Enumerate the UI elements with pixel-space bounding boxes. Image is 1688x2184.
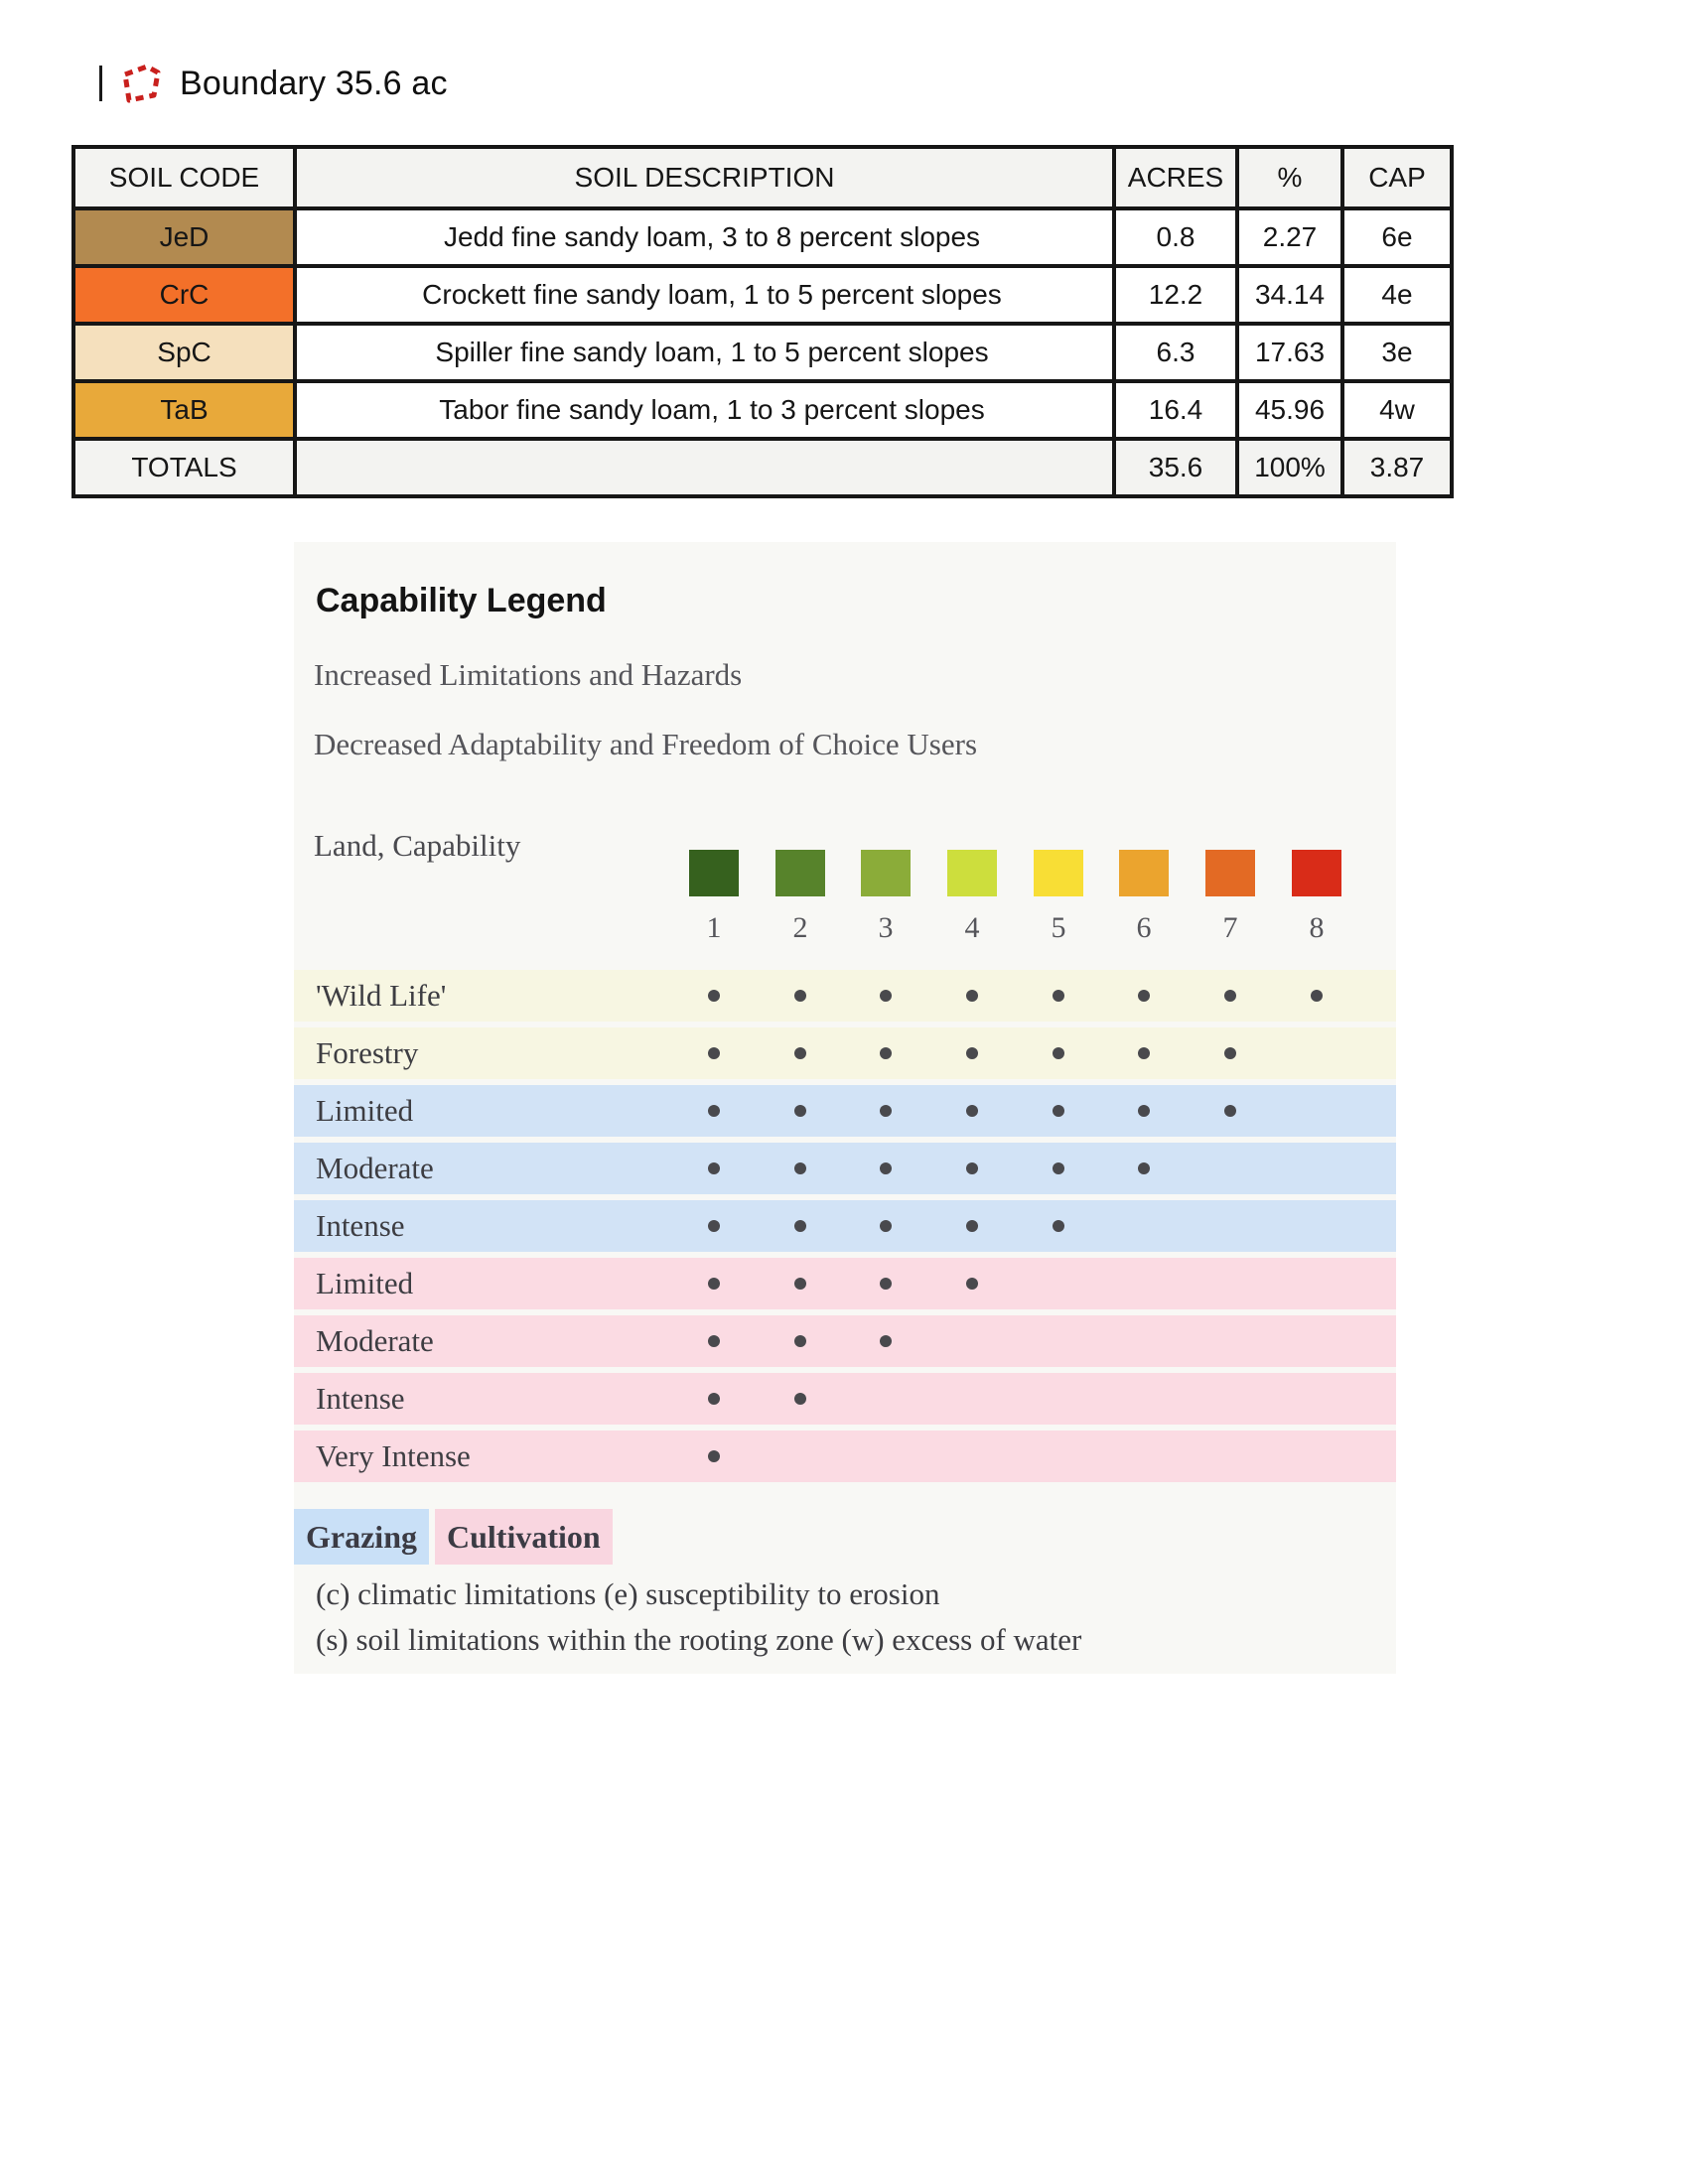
capability-dot [794,1162,806,1174]
legend-row-label: Intense [316,1208,405,1243]
legend-row [294,1143,1396,1194]
capability-dot [880,1278,892,1290]
legend-row [294,970,1396,1022]
capability-class-swatch [775,850,825,896]
capability-dot [1138,1105,1150,1117]
legend-row-label: Forestry [316,1035,419,1070]
soil-description-cell [295,439,1114,496]
capability-dot [708,1162,720,1174]
legend-keys [294,1509,613,1565]
acres-cell: 0.8 [1114,208,1237,266]
acres-total-cell: 35.6 [1114,439,1237,496]
footnote-climatic-erosion: (c) climatic limitations (e) susceptibility to erosion [316,1576,940,1611]
soil-code-cell: JeD [73,208,295,266]
capability-class-number: 3 [878,911,894,944]
legend-row [294,1200,1396,1252]
capability-class-number: 1 [706,911,722,944]
capability-class-number: 8 [1309,911,1325,944]
soil-description-cell: Tabor fine sandy loam, 1 to 3 percent slopes [295,381,1114,439]
acres-cell: 12.2 [1114,266,1237,324]
capability-dot [708,1105,720,1117]
header-divider [99,66,102,101]
capability-dot [880,1162,892,1174]
legend-row [294,1027,1396,1079]
legend-row-label: Intense [316,1381,405,1416]
table-row [73,381,1452,439]
legend-row-label: Moderate [316,1151,434,1185]
col-header-percent: % [1237,147,1342,208]
capability-dot [1224,1047,1236,1059]
col-header-acres: ACRES [1114,147,1237,208]
table-row [73,266,1452,324]
capability-class-number: 5 [1051,911,1066,944]
cap-cell: 4e [1342,266,1452,324]
percent-cell: 17.63 [1237,324,1342,381]
capability-dot [1138,990,1150,1002]
legend-title: Capability Legend [316,582,607,619]
capability-dot [794,1047,806,1059]
totals-label-cell: TOTALS [73,439,295,496]
capability-dot [966,1047,978,1059]
capability-dot [794,1220,806,1232]
capability-dot [1053,1220,1064,1232]
soil-code-cell: SpC [73,324,295,381]
soil-code-cell: CrC [73,266,295,324]
capability-dot [880,990,892,1002]
soil-table [71,145,1454,498]
legend-row-label: 'Wild Life' [316,978,447,1013]
capability-dot [708,1047,720,1059]
soil-description-cell: Spiller fine sandy loam, 1 to 5 percent slopes [295,324,1114,381]
capability-class-swatch [861,850,911,896]
cap-cell: 3e [1342,324,1452,381]
acres-cell: 16.4 [1114,381,1237,439]
legend-row [294,1258,1396,1309]
totals-row [73,439,1452,496]
capability-dot [880,1105,892,1117]
table-row [73,208,1452,266]
capability-class-swatch [947,850,997,896]
percent-cell: 34.14 [1237,266,1342,324]
capability-dot [966,1105,978,1117]
capability-dot [1138,1162,1150,1174]
capability-class-number: 6 [1136,911,1152,944]
capability-dot [1053,1105,1064,1117]
capability-dot [794,1393,806,1405]
capability-dot [1311,990,1323,1002]
capability-dot [1224,1105,1236,1117]
soil-code-cell: TaB [73,381,295,439]
legend-row-label: Very Intense [316,1438,471,1473]
legend-row [294,1085,1396,1137]
col-header-cap: CAP [1342,147,1452,208]
legend-key-cultivation: Cultivation [435,1509,613,1565]
percent-cell: 2.27 [1237,208,1342,266]
acres-cell: 6.3 [1114,324,1237,381]
legend-key-grazing: Grazing [294,1509,429,1565]
soil-description-cell: Jedd fine sandy loam, 3 to 8 percent slopes [295,208,1114,266]
soil-table-header-row [73,147,1452,208]
capability-dot [794,990,806,1002]
legend-row-label: Moderate [316,1323,434,1358]
capability-class-swatch [1119,850,1169,896]
cap-total-cell: 3.87 [1342,439,1452,496]
capability-class-swatch [1034,850,1083,896]
capability-class-swatch [1292,850,1341,896]
col-header-soil-code: SOIL CODE [73,147,295,208]
legend-subtitle-limitations: Increased Limitations and Hazards [314,657,743,692]
capability-dot [966,1278,978,1290]
capability-dot [708,1220,720,1232]
legend-row [294,1431,1396,1482]
capability-dot [1138,1047,1150,1059]
legend-row-label: Limited [316,1266,414,1300]
capability-dot [708,990,720,1002]
capability-dot [794,1278,806,1290]
legend-row-label: Limited [316,1093,414,1128]
col-header-soil-description: SOIL DESCRIPTION [295,147,1114,208]
capability-dot [966,1162,978,1174]
capability-class-number: 2 [792,911,808,944]
capability-dot [708,1278,720,1290]
land-capability-label: Land, Capability [314,828,521,863]
capability-dot [708,1393,720,1405]
capability-dot [794,1335,806,1347]
table-row [73,324,1452,381]
capability-dot [1224,990,1236,1002]
soil-description-cell: Crockett fine sandy loam, 1 to 5 percent slopes [295,266,1114,324]
cap-cell: 4w [1342,381,1452,439]
soil-table-body [73,208,1452,496]
legend-row [294,1315,1396,1367]
boundary-icon [116,62,166,105]
legend-subtitle-adaptability: Decreased Adaptability and Freedom of Choice Users [314,727,978,761]
percent-total-cell: 100% [1237,439,1342,496]
capability-dot [880,1220,892,1232]
capability-class-swatch [689,850,739,896]
cap-cell: 6e [1342,208,1452,266]
legend-row [294,1373,1396,1425]
capability-dot [1053,990,1064,1002]
capability-dot [708,1450,720,1462]
capability-class-number: 4 [964,911,980,944]
report-header [99,62,448,105]
capability-dot [966,990,978,1002]
capability-dot [794,1105,806,1117]
capability-class-number: 7 [1222,911,1238,944]
footnote-soil-water: (s) soil limitations within the rooting zone (w) excess of water [316,1622,1082,1657]
capability-dot [880,1335,892,1347]
capability-dot [880,1047,892,1059]
page-title: Boundary 35.6 ac [180,64,448,102]
capability-class-swatch [1205,850,1255,896]
capability-dot [708,1335,720,1347]
capability-dot [966,1220,978,1232]
capability-dot [1053,1047,1064,1059]
capability-dot [1053,1162,1064,1174]
capability-legend-panel [294,542,1396,1674]
percent-cell: 45.96 [1237,381,1342,439]
